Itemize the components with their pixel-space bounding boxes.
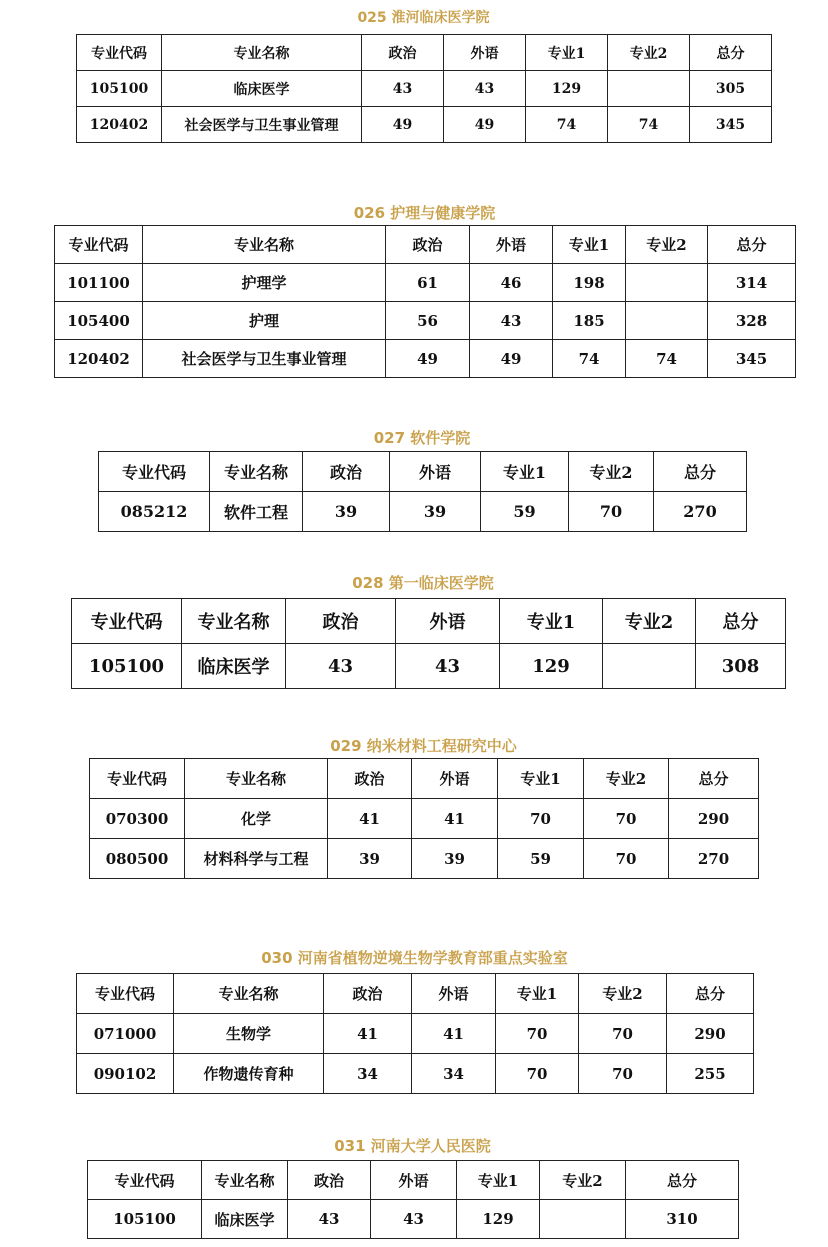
section-028 xyxy=(71,570,775,690)
header-code: 专业代码 xyxy=(72,599,182,644)
cell-major1: 59 xyxy=(481,492,569,532)
header-row xyxy=(72,599,786,644)
cell-major1: 129 xyxy=(457,1200,540,1239)
section-027 xyxy=(98,424,746,534)
header-language: 外语 xyxy=(412,759,498,799)
header-major1: 专业1 xyxy=(526,35,608,71)
cell-politics: 43 xyxy=(286,644,396,689)
cell-language: 43 xyxy=(396,644,500,689)
cell-language: 41 xyxy=(412,1014,496,1054)
cell-major1: 129 xyxy=(526,71,608,107)
header-row xyxy=(88,1161,739,1200)
table-row xyxy=(90,799,759,839)
cell-politics: 43 xyxy=(288,1200,371,1239)
header-code: 专业代码 xyxy=(90,759,185,799)
cell-language: 43 xyxy=(444,71,526,107)
header-major1: 专业1 xyxy=(500,599,603,644)
cell-total: 255 xyxy=(667,1054,754,1094)
cell-major2 xyxy=(626,302,708,340)
cell-major1: 70 xyxy=(496,1054,579,1094)
header-total: 总分 xyxy=(708,226,796,264)
header-name: 专业名称 xyxy=(182,599,286,644)
cell-major1: 185 xyxy=(553,302,626,340)
cell-name: 临床医学 xyxy=(202,1200,288,1239)
cell-language: 43 xyxy=(470,302,553,340)
header-major2: 专业2 xyxy=(626,226,708,264)
cell-name: 社会医学与卫生事业管理 xyxy=(143,340,386,378)
header-politics: 政治 xyxy=(286,599,396,644)
header-major2: 专业2 xyxy=(569,452,654,492)
cell-total: 345 xyxy=(708,340,796,378)
cell-major2 xyxy=(626,264,708,302)
header-total: 总分 xyxy=(667,974,754,1014)
cell-code: 120402 xyxy=(55,340,143,378)
cell-total: 308 xyxy=(696,644,786,689)
section-title: 030 河南省植物逆境生物学教育部重点实验室 xyxy=(261,949,568,967)
cell-language: 39 xyxy=(390,492,481,532)
header-code: 专业代码 xyxy=(99,452,210,492)
header-language: 外语 xyxy=(444,35,526,71)
cell-major1: 70 xyxy=(498,799,584,839)
header-politics: 政治 xyxy=(303,452,390,492)
header-language: 外语 xyxy=(371,1161,457,1200)
cell-code: 105100 xyxy=(72,644,182,689)
cell-code: 071000 xyxy=(77,1014,174,1054)
header-row xyxy=(90,759,759,799)
header-name: 专业名称 xyxy=(162,35,362,71)
cell-language: 34 xyxy=(412,1054,496,1094)
section-026 xyxy=(54,195,795,385)
header-language: 外语 xyxy=(470,226,553,264)
section-030 xyxy=(76,944,753,1094)
cell-language: 41 xyxy=(412,799,498,839)
cell-language: 39 xyxy=(412,839,498,879)
header-name: 专业名称 xyxy=(202,1161,288,1200)
section-title: 025 淮河临床医学院 xyxy=(357,10,490,26)
section-029 xyxy=(89,732,758,882)
cell-total: 310 xyxy=(626,1200,739,1239)
cell-name: 软件工程 xyxy=(210,492,303,532)
cell-code: 120402 xyxy=(77,107,162,143)
cell-total: 290 xyxy=(669,799,759,839)
score-table xyxy=(89,758,759,879)
section-title: 031 河南大学人民医院 xyxy=(334,1137,491,1155)
header-code: 专业代码 xyxy=(55,226,143,264)
header-total: 总分 xyxy=(690,35,772,71)
header-code: 专业代码 xyxy=(77,35,162,71)
section-031 xyxy=(87,1133,738,1243)
cell-politics: 61 xyxy=(386,264,470,302)
section-025 xyxy=(76,0,771,140)
cell-code: 080500 xyxy=(90,839,185,879)
header-language: 外语 xyxy=(390,452,481,492)
score-table xyxy=(76,34,772,143)
header-politics: 政治 xyxy=(362,35,444,71)
cell-name: 材料科学与工程 xyxy=(185,839,328,879)
cell-code: 101100 xyxy=(55,264,143,302)
header-name: 专业名称 xyxy=(174,974,324,1014)
header-major2: 专业2 xyxy=(603,599,696,644)
score-table xyxy=(71,598,786,689)
header-total: 总分 xyxy=(626,1161,739,1200)
cell-name: 护理 xyxy=(143,302,386,340)
header-name: 专业名称 xyxy=(185,759,328,799)
cell-politics: 34 xyxy=(324,1054,412,1094)
cell-code: 070300 xyxy=(90,799,185,839)
header-major1: 专业1 xyxy=(553,226,626,264)
cell-code: 105400 xyxy=(55,302,143,340)
cell-name: 临床医学 xyxy=(162,71,362,107)
cell-total: 345 xyxy=(690,107,772,143)
cell-code: 090102 xyxy=(77,1054,174,1094)
section-title: 028 第一临床医学院 xyxy=(352,574,494,592)
table-row xyxy=(55,264,796,302)
header-code: 专业代码 xyxy=(77,974,174,1014)
cell-name: 生物学 xyxy=(174,1014,324,1054)
header-code: 专业代码 xyxy=(88,1161,202,1200)
cell-politics: 41 xyxy=(324,1014,412,1054)
section-title: 026 护理与健康学院 xyxy=(353,204,496,222)
cell-major2: 70 xyxy=(584,839,669,879)
header-language: 外语 xyxy=(412,974,496,1014)
header-row xyxy=(77,974,754,1014)
table-row xyxy=(77,1054,754,1094)
cell-language: 46 xyxy=(470,264,553,302)
score-table xyxy=(87,1160,739,1239)
cell-major1: 59 xyxy=(498,839,584,879)
table-row xyxy=(90,839,759,879)
cell-name: 作物遗传育种 xyxy=(174,1054,324,1094)
cell-politics: 43 xyxy=(362,71,444,107)
cell-total: 270 xyxy=(669,839,759,879)
cell-major1: 129 xyxy=(500,644,603,689)
section-title: 027 软件学院 xyxy=(373,429,471,447)
cell-name: 化学 xyxy=(185,799,328,839)
cell-name: 临床医学 xyxy=(182,644,286,689)
cell-code: 105100 xyxy=(88,1200,202,1239)
header-name: 专业名称 xyxy=(143,226,386,264)
table-row xyxy=(99,492,747,532)
cell-politics: 41 xyxy=(328,799,412,839)
cell-total: 290 xyxy=(667,1014,754,1054)
cell-language: 49 xyxy=(444,107,526,143)
cell-major1: 74 xyxy=(526,107,608,143)
header-language: 外语 xyxy=(396,599,500,644)
header-major2: 专业2 xyxy=(584,759,669,799)
cell-major1: 198 xyxy=(553,264,626,302)
header-row xyxy=(77,35,772,71)
header-major1: 专业1 xyxy=(496,974,579,1014)
header-major1: 专业1 xyxy=(498,759,584,799)
score-table xyxy=(76,973,754,1094)
header-total: 总分 xyxy=(654,452,747,492)
header-row xyxy=(99,452,747,492)
cell-major1: 70 xyxy=(496,1014,579,1054)
cell-major2: 74 xyxy=(608,107,690,143)
cell-total: 328 xyxy=(708,302,796,340)
header-major1: 专业1 xyxy=(481,452,569,492)
header-row xyxy=(55,226,796,264)
cell-major2: 70 xyxy=(579,1014,667,1054)
cell-total: 305 xyxy=(690,71,772,107)
cell-total: 314 xyxy=(708,264,796,302)
header-total: 总分 xyxy=(696,599,786,644)
cell-language: 49 xyxy=(470,340,553,378)
cell-major2 xyxy=(608,71,690,107)
header-politics: 政治 xyxy=(324,974,412,1014)
cell-politics: 49 xyxy=(362,107,444,143)
table-row xyxy=(55,302,796,340)
table-row xyxy=(77,1014,754,1054)
cell-code: 085212 xyxy=(99,492,210,532)
table-row xyxy=(55,340,796,378)
header-major2: 专业2 xyxy=(540,1161,626,1200)
header-major2: 专业2 xyxy=(579,974,667,1014)
cell-major2: 74 xyxy=(626,340,708,378)
table-row xyxy=(88,1200,739,1239)
cell-major2 xyxy=(540,1200,626,1239)
cell-major2: 70 xyxy=(579,1054,667,1094)
cell-politics: 39 xyxy=(303,492,390,532)
header-politics: 政治 xyxy=(328,759,412,799)
cell-major2: 70 xyxy=(569,492,654,532)
cell-politics: 39 xyxy=(328,839,412,879)
score-table xyxy=(54,225,796,378)
header-politics: 政治 xyxy=(288,1161,371,1200)
header-major2: 专业2 xyxy=(608,35,690,71)
score-table xyxy=(98,451,747,532)
cell-language: 43 xyxy=(371,1200,457,1239)
cell-code: 105100 xyxy=(77,71,162,107)
cell-politics: 49 xyxy=(386,340,470,378)
header-name: 专业名称 xyxy=(210,452,303,492)
cell-total: 270 xyxy=(654,492,747,532)
cell-major2 xyxy=(603,644,696,689)
cell-name: 护理学 xyxy=(143,264,386,302)
section-title: 029 纳米材料工程研究中心 xyxy=(330,737,517,755)
cell-name: 社会医学与卫生事业管理 xyxy=(162,107,362,143)
table-row xyxy=(72,644,786,689)
header-politics: 政治 xyxy=(386,226,470,264)
header-total: 总分 xyxy=(669,759,759,799)
cell-major1: 74 xyxy=(553,340,626,378)
table-row xyxy=(77,71,772,107)
header-major1: 专业1 xyxy=(457,1161,540,1200)
table-row xyxy=(77,107,772,143)
cell-politics: 56 xyxy=(386,302,470,340)
cell-major2: 70 xyxy=(584,799,669,839)
